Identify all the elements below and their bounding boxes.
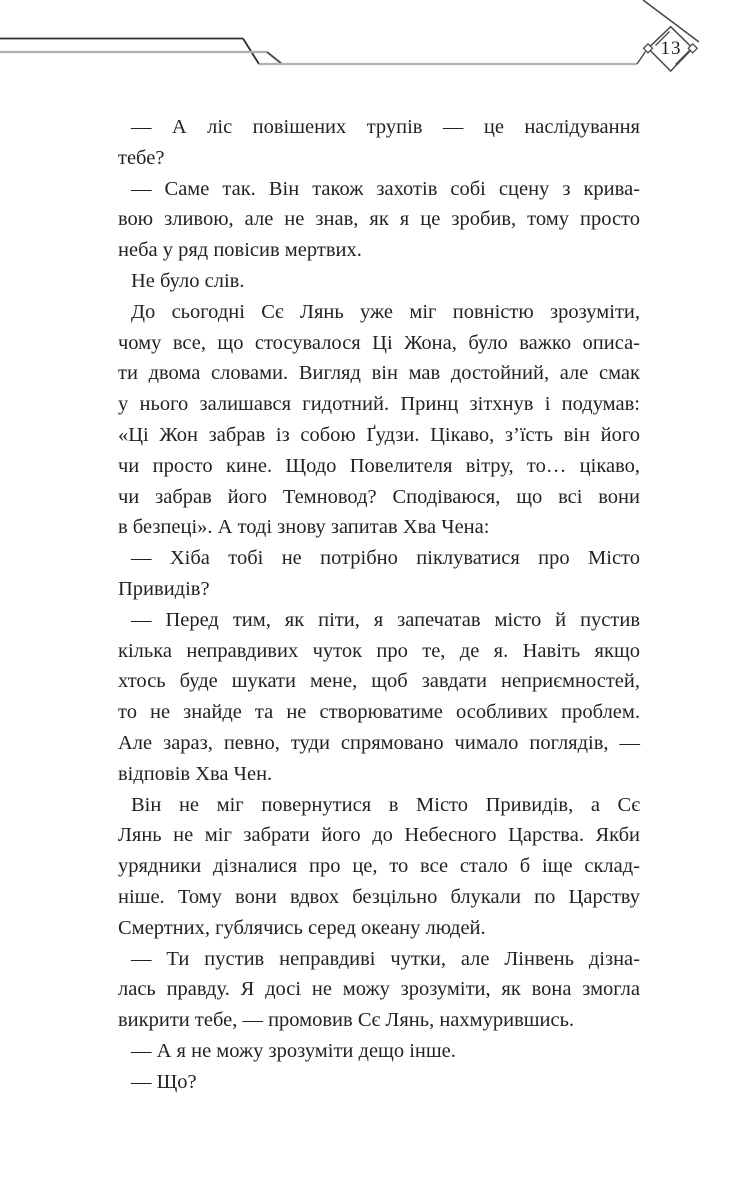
text-line: Не було слів. [131,269,245,292]
text-line: то не знайде та не створюватиме особливих проблем. [118,701,640,724]
text-line: урядники дізналися про це, то все стало б іще склад- [118,855,640,878]
text-line: — Саме так. Він також захотів собі сцену з крива- [131,177,640,200]
text-line: чи забрав його Темновод? Сподіваюся, що всі вони [118,485,640,508]
text-line: — Хіба тобі не потрібно піклуватися про Місто [131,547,640,570]
text-line: Він не міг повернутися в Місто Привидів, а Сє [131,793,640,816]
text-line: тебе? [118,146,165,169]
text-line: «Ці Жон забрав із собою Ґудзи. Цікаво, з’їсть він його [118,423,640,446]
text-line: викрити тебе, — промовив Сє Лянь, нахмурившись. [118,1009,575,1032]
text-line: — А я не можу зрозуміти дещо інше. [131,1039,456,1062]
text-line: відповів Хва Чен. [118,762,273,785]
text-line: ніше. Тому вони вдвох безцільно блукали по Царству [118,885,640,908]
text-line: чи просто кине. Щодо Повелителя вітру, то… цікаво, [118,454,640,477]
text-line: Смертних, гублячись серед океану людей. [118,916,486,939]
text-line: — Перед тим, як піти, я запечатав місто й пустив [131,608,640,631]
text-line: хтось буде шукати мене, щоб завдати неприємностей, [118,670,640,693]
text-line: — А ліс повішених трупів — це наслідування [131,116,640,138]
header-rule-dark-diagonal-right [267,52,282,64]
text-line: у нього залишався гидотний. Принц зітхнув і подумав: [118,393,640,416]
page-number: 13 [660,38,682,59]
text-line: чому все, що стосувалося Ці Жона, було важко описа- [118,331,640,354]
text-line: Але зараз, певно, туди спрямовано чимало поглядів, — [118,731,640,754]
header-decoration [0,0,756,95]
text-line: вою зливою, але не знав, як я це зробив, тому просто [118,208,640,231]
text-line: ти двома словами. Вигляд він мав достойний, але смак [118,362,640,385]
text-line: кілька неправдивих чуток про те, де я. Навіть якщо [118,639,640,662]
text-line: — Що? [131,1070,197,1093]
text-line: До сьогодні Сє Лянь уже міг повністю зрозуміти, [131,300,640,323]
text-line: лась правду. Я досі не можу зрозуміти, як вона змогла [118,978,640,1001]
text-line: Лянь не міг забрати його до Небесного Царства. Якби [118,824,640,847]
text-line: неба у ряд повісив мертвих. [118,239,362,262]
text-block [118,112,640,1098]
text-line: — Ти пустив неправдиві чутки, але Лінвень дізна- [131,947,640,970]
text-line: Привидів? [118,577,210,600]
text-line: в безпеці». А тоді знову запитав Хва Чена: [118,516,490,539]
